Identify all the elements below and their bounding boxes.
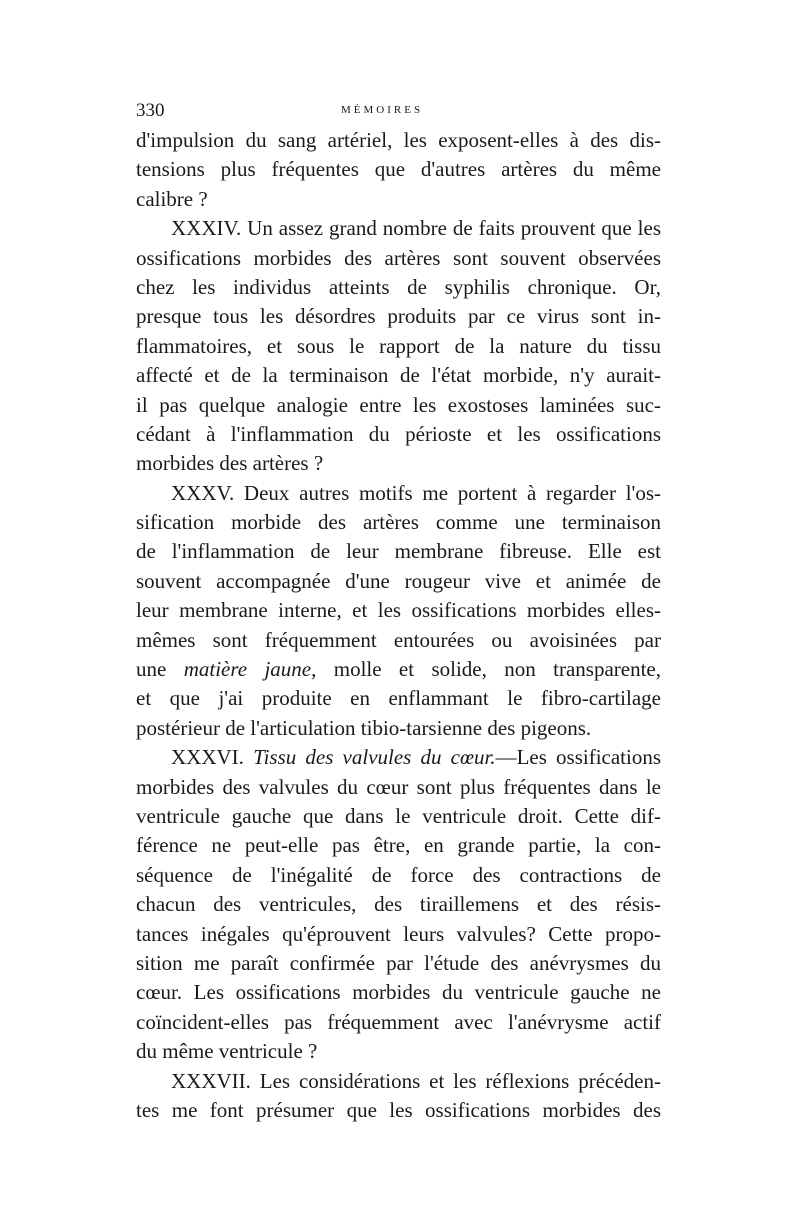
- line-post-text: molle et solide, non transparente,: [316, 657, 661, 682]
- text-line: calibre ?: [136, 186, 208, 211]
- text-line: postérieur de l'articulation tibio-tarsienne des pigeons.: [136, 715, 592, 740]
- text-line: sification morbide des artères comme une terminaison: [136, 510, 661, 535]
- text-line: sition me paraît confirmée par l'étude des anévrysmes du: [136, 950, 661, 975]
- text-line: morbides des valvules du cœur sont plus fréquentes dans le: [136, 774, 661, 799]
- text-line: cédant à l'inflammation du périoste et les ossifications: [136, 421, 661, 446]
- text-line: mêmes sont fréquemment entourées ou avoisinées par: [136, 627, 661, 652]
- text-line: morbides des artères ?: [136, 451, 324, 476]
- text-line-with-italic: [136, 655, 661, 684]
- text-line: ventricule gauche que dans le ventricule droit. Cette dif-: [136, 803, 661, 828]
- text-line: presque tous les désordres produits par ce virus sont in-: [136, 304, 661, 329]
- running-head: MÉMOIRES: [341, 104, 424, 116]
- text-line: coïncident-elles pas fréquemment avec l'anévrysme actif: [136, 1009, 661, 1034]
- text-line: affecté et de la terminaison de l'état morbide, n'y aurait-: [136, 363, 661, 388]
- text-line: du même ventricule ?: [136, 1039, 318, 1064]
- text-line: souvent accompagnée d'une rougeur vive et animée de: [136, 568, 661, 593]
- section-xxxiv-heading-line: XXXIV. Un assez grand nombre de faits prouvent que les: [171, 216, 661, 241]
- text-line: ossifications morbides des artères sont souvent observées: [136, 245, 661, 270]
- text-line: tes me font présumer que les ossifications morbides des: [136, 1097, 661, 1122]
- text-line: il pas quelque analogie entre les exostoses laminées suc-: [136, 392, 661, 417]
- text-line: de l'inflammation de leur membrane fibreuse. Elle est: [136, 539, 661, 564]
- text-line: et que j'ai produite en enflammant le fibro-cartilage: [136, 686, 661, 711]
- section-xxxvi-heading-line: [136, 743, 661, 772]
- text-line: tances inégales qu'éprouvent leurs valvules? Cette propo-: [136, 921, 661, 946]
- text-line: séquence de l'inégalité de force des contractions de: [136, 862, 661, 887]
- text-line: chacun des ventricules, des tiraillemens et des résis-: [136, 892, 661, 917]
- text-line: flammatoires, et sous le rapport de la nature du tissu: [136, 333, 661, 358]
- text-line: leur membrane interne, et les ossifications morbides elles-: [136, 598, 661, 623]
- italic-term: matière jaune,: [183, 657, 317, 682]
- page-number: 330: [136, 100, 165, 121]
- text-line: tensions plus fréquentes que d'autres artères du même: [136, 157, 661, 182]
- text-line: cœur. Les ossifications morbides du ventricule gauche ne: [136, 980, 661, 1005]
- text-line: chez les individus atteints de syphilis chronique. Or,: [136, 274, 661, 299]
- text-line: férence ne peut-elle pas être, en grande partie, la con-: [136, 833, 661, 858]
- section-number: XXXVI.: [171, 745, 254, 770]
- line-post-text: —Les ossifications: [495, 745, 662, 770]
- body-text: [136, 126, 661, 1125]
- text-line: d'impulsion du sang artériel, les exposent-elles à des dis-: [136, 128, 661, 152]
- line-pre-text: une: [136, 657, 184, 682]
- section-xxxvii-heading-line: XXXVII. Les considérations et les réflexions précéden-: [171, 1068, 661, 1093]
- section-xxxv-heading-line: XXXV. Deux autres motifs me portent à regarder l'os-: [171, 480, 661, 505]
- section-italic-title: Tissu des valvules du cœur.: [253, 745, 496, 770]
- page-header: [136, 100, 661, 124]
